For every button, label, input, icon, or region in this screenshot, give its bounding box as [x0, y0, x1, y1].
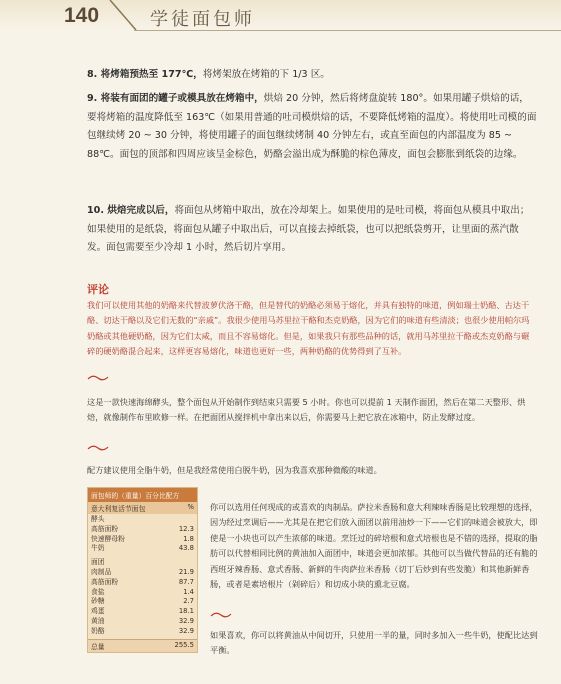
step-8-lead: 8. 将烤箱预热至 177℃，: [87, 69, 203, 80]
table-row: [88, 588, 197, 598]
overnight-paragraph: 这是一款快速海绵酵头，整个面包从开始制作到结束只需要 5 小时。你也可以提前 1 天制作面团，然后在第二天整形、烘焙，就像制作布里欧修一样。在把面团从搅拌机中拿出来以后，你需要马上把它放在冰箱中，防止发酵过度。: [87, 397, 526, 422]
ingredient-value: 18.1: [178, 607, 194, 616]
table-row: [88, 535, 197, 545]
divider-squiggle-icon: [87, 374, 109, 382]
step-10-lead: 10. 烘焙完成以后，: [87, 205, 175, 216]
step-10: [87, 202, 537, 258]
recipe-table: [87, 487, 198, 653]
ingredient-value: 12.3: [178, 524, 194, 533]
header-divider-icon: [108, 0, 138, 32]
total-value: 255.5: [174, 640, 194, 649]
milk-paragraph: 配方建议使用全脂牛奶，但是我经常使用白脱牛奶，因为我喜欢那种微酸的味道。: [87, 465, 382, 475]
ingredient-value: 1.8: [183, 534, 194, 543]
meat-paragraph: 你可以选用任何现成的或喜欢的肉制品。萨拉米香肠和意大利辣味香肠是比较理想的选择，因为经过烹调后——尤其是在把它们放入面团以前用油炒一下——它们的味道会被放大，即使是一小块也可以产生浓郁的味道。烹饪过的碎培根和意式培根也是不错的选择，提取的脂肪可以代替相同比例的黄油加入面团中，味道会更加浓郁。其他可以当做代替品的还有脆的西班牙辣香肠、意式香肠、新鲜的牛肉萨拉米香肠（切丁后炒到有些发脆）和其他新鲜香肠，或者是素培根片（剁碎后）和切成小块的熏北豆腐。: [210, 502, 538, 590]
comment-text: 我们可以使用其他的奶酪来代替波萝伏洛干酪，但是替代的奶酪必须易于熔化，并具有独特的味道，例如瑞士奶酪、古达干酪、切达干酪以及它们无数的“亲戚”。我很少使用马苏里拉干酪和杰克奶酪，因为它们的味道有些清淡；也很少使用帕尔玛奶酪或其他硬奶酪，因为它们太咸，而且不容易熔化。但是，如果我只有那些品种的话，就用马苏里拉干酪或杰克奶酪与碾碎的硬奶酪混合起来，这样更容易熔化，味道也更好一些，两种奶酪的优势得到了互补。: [87, 300, 530, 356]
ingredient-value: 2.7: [183, 597, 194, 606]
ingredient-value: 87.7: [178, 577, 194, 586]
ingredient-value: 32.9: [178, 616, 194, 625]
percent-label: %: [187, 503, 194, 511]
ingredient-value: 21.9: [178, 567, 194, 576]
ingredient-value: 43.8: [178, 544, 194, 553]
table-row: [88, 578, 197, 588]
table-row: [88, 617, 197, 627]
total-label: 总量: [91, 642, 105, 651]
book-title: 学徒面包师: [150, 9, 255, 30]
ingredient-name: 牛奶: [91, 544, 105, 553]
ingredient-name: 高筋面粉: [91, 524, 119, 533]
table-row: [88, 607, 197, 617]
step-10-text: 将面包从烤箱中取出，放在冷却架上。如果使用的是吐司模，将面包从模具中取出；如果使用的是纸袋，将面包从罐子中取出后，可以直接去掉纸袋，也可以把纸袋剪开，让里面的蒸汽散发。面包需要至少冷却 1 小时，然后切片享用。: [87, 205, 530, 253]
recipe-subheader: [88, 502, 197, 514]
ingredient-name: 砂糖: [91, 597, 105, 606]
step-9: [87, 90, 537, 164]
ingredient-name: 肉制品: [91, 567, 112, 576]
comment-title: 评论: [87, 283, 109, 296]
table-row: [88, 627, 197, 637]
ingredient-value: 1.4: [183, 587, 194, 596]
table-row: [88, 525, 197, 535]
divider-squiggle-icon-3: [210, 611, 232, 619]
page-number: 140: [64, 4, 100, 27]
table-row: [88, 568, 197, 578]
ingredient-name: 高筋面粉: [91, 577, 119, 586]
dough-label: 面团: [91, 558, 105, 567]
ingredient-name: 鸡蛋: [91, 607, 105, 616]
ingredient-value: 32.9: [178, 626, 194, 635]
divider-squiggle-icon-2: [87, 444, 109, 452]
table-row: [88, 597, 197, 607]
step-9-lead: 9. 将装有面团的罐子或模具放在烤箱中，: [87, 93, 264, 104]
header-rule: [134, 30, 561, 31]
page-header: [0, 0, 561, 34]
starter-label: 酵头: [91, 515, 105, 523]
recipe-name: 意大利复活节面包: [91, 505, 146, 513]
recipe-header: 面包师的（重量）百分比配方: [88, 488, 197, 502]
step-8-text: 将烤架放在烤箱的下 1/3 区。: [202, 69, 330, 80]
butter-paragraph: 如果喜欢，你可以将黄油从中间切开，只使用一半的量，同时多加入一些牛奶，使配比达到平衡。: [210, 630, 538, 656]
recipe-total-row: [88, 639, 197, 652]
ingredient-name: 食盐: [91, 587, 105, 596]
table-row: [88, 544, 197, 554]
ingredient-name: 奶酪: [91, 626, 105, 635]
step-9-text: 烘焙 20 分钟，然后将烤盘旋转 180°。如果用罐子烘焙的话，要将烤箱的温度降低至 163℃（如果用普通的吐司模烘焙的话，不要降低烤箱的温度）。将使用吐司模的面包继续烤 20 ~ 30 分钟，将使用罐子的面包继续烤制 40 分钟左右，或直至面包的内部温度为 85 ~ 88℃。面包的顶部和四周应该呈金棕色，奶酪会溢出成为酥脆的棕色薄皮，面包会膨胀到纸袋的边缘。: [87, 93, 537, 160]
ingredient-name: 黄油: [91, 616, 105, 625]
step-8: [87, 66, 537, 85]
ingredient-name: 快速酵母粉: [91, 534, 125, 543]
